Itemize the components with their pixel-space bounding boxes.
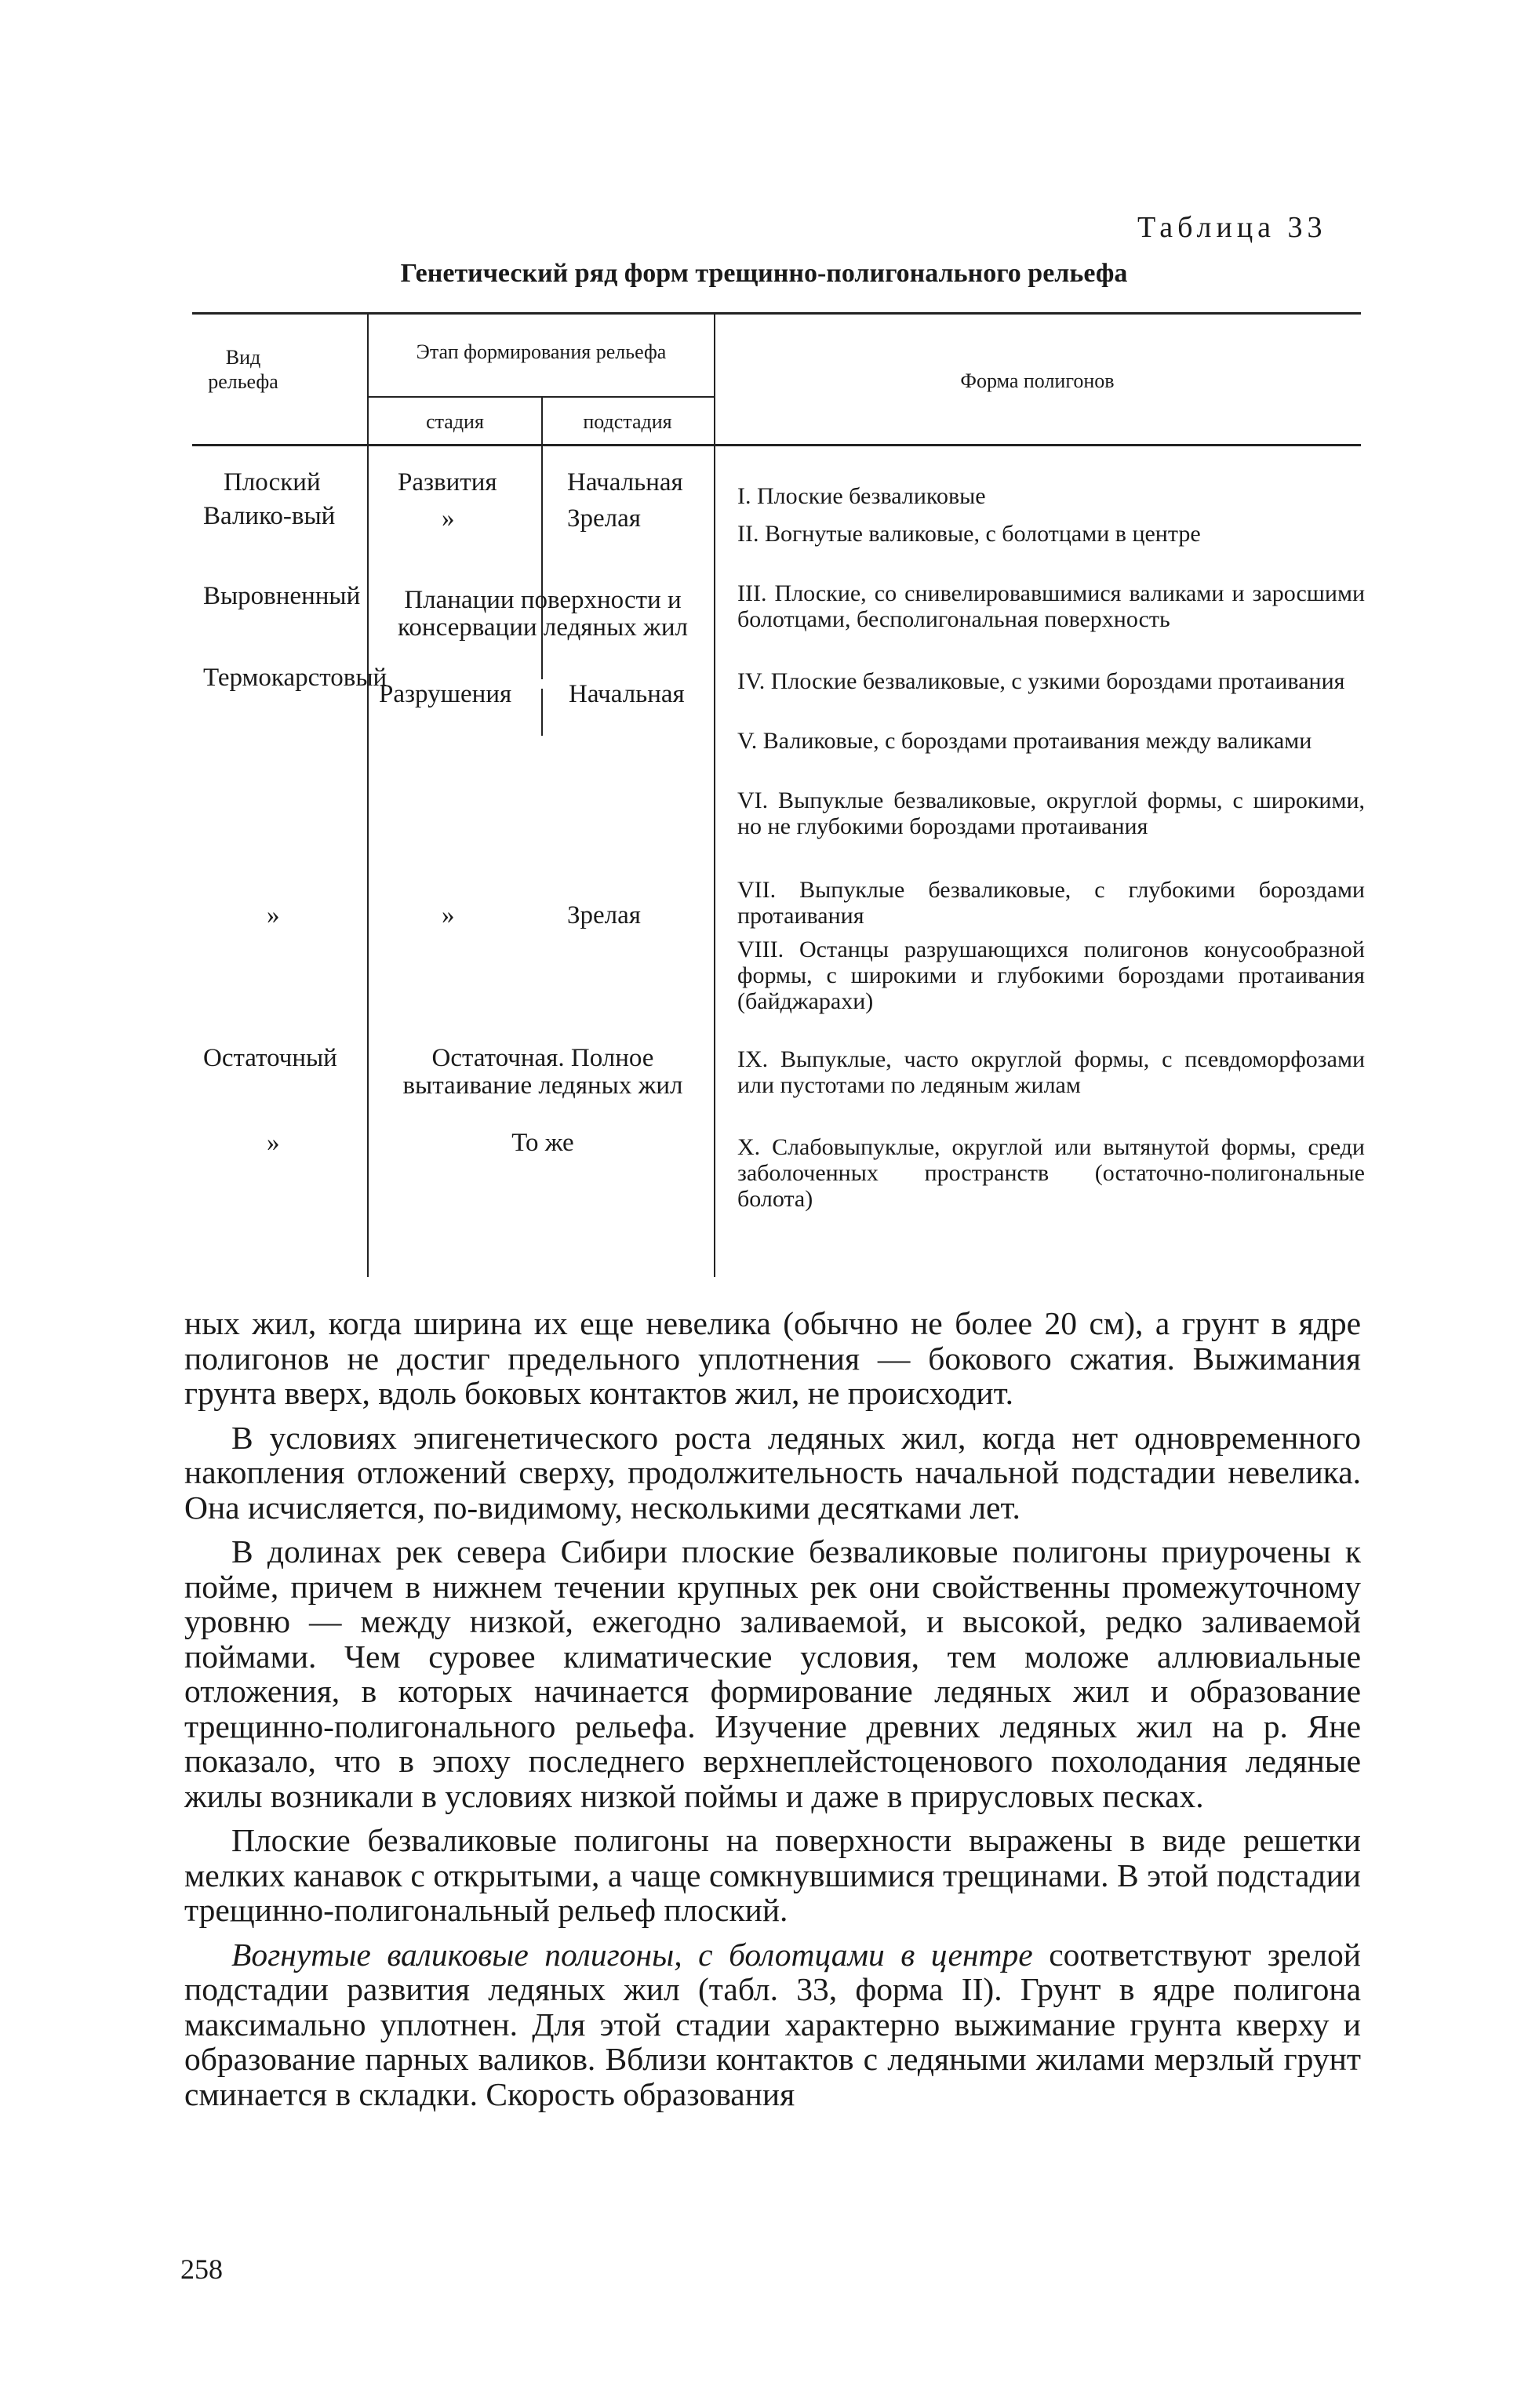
substage-cell: Начальная [569,680,685,708]
stage-cell: » [442,901,455,929]
paragraph: В долинах рек севера Сибири плоские безваликовые полигоны приурочены к пойме, причем в нижнем течении крупных рек они свойственны промежуточному уровню — между низкой, ежегодно заливаемой, и высокой, редко заливаемой поймами. Чем суровее климатические условия, тем моложе аллювиальные отложения, в которых начинается формирование ледяных жил и образование трещинно-полигонального рельефа. Изучение древних ледяных жил на р. Яне показало, что в эпоху последнего верхнеплейстоценового похолодания ледяные жилы возникали в условиях низкой поймы и даже в прирусловых песках. [184,1533,1361,1814]
substage-cell: Зрелая [567,504,641,533]
relief-cell: Остаточный [203,1044,337,1072]
header-stage: стадия [426,410,484,433]
polygon-form-item: VIII. Останцы разрушающихся полигонов конусообразной формы, с широкими и глубокими бороздами протаивания (байджарахи) [737,937,1365,1014]
paragraph: ных жил, когда ширина их еще невелика (обычно не более 20 см), а грунт в ядре полигонов не достиг предельного уплотнения — бокового сжатия. Выжимания грунта вверх, вдоль боковых контактов жил, не происходит. [184,1305,1361,1411]
relief-cell: » [267,901,280,929]
polygon-form-item: V. Валиковые, с бороздами протаивания между валиками [737,728,1312,754]
table-title: Генетический ряд форм трещинно-полигонального рельефа [400,259,1128,288]
relief-cell: Валико-вый [203,502,336,530]
polygon-form-item: IX. Выпуклые, часто округлой формы, с псевдоморфозами или пустотами по ледяным жилам [737,1046,1365,1098]
stage-cell: Остаточная. Полное вытаивание ледяных жил [402,1044,683,1100]
polygon-form-item: VI. Выпуклые безваликовые, округлой формы, с широкими, но не глубокими бороздами протаивания [737,788,1365,839]
relief-cell: Выровненный [203,582,361,610]
polygon-form-item: IV. Плоские безваликовые, с узкими бороздами протаивания [737,668,1345,694]
stage-cell: То же [511,1129,574,1157]
col-rule-2b [541,444,543,679]
stage-cell: Развития [398,468,497,497]
header-relief-type: Вид рельефа [208,346,278,393]
header-formation-stage: Этап формирования рельефа [416,340,667,363]
header-substage: подстадия [583,410,672,433]
polygon-form-item: I. Плоские безваликовые [737,483,986,509]
polygon-form-item: X. Слабовыпуклые, округлой или вытянутой формы, среди заболоченных пространств (остаточно-полигональные болота) [737,1134,1365,1212]
stage-cell: Разрушения [379,680,512,708]
header-polygon-form: Форма полигонов [960,369,1115,392]
col-rule-1 [367,312,369,1277]
col-rule-3 [714,312,715,1277]
table-caption: Таблица 33 [1137,211,1327,244]
italic-term: Вогнутые валиковые полигоны, с болотцами в центре [231,1936,1033,1973]
body-text [184,1306,1361,2121]
paragraph: Плоские безваликовые полигоны на поверхности выражены в виде решетки мелких канавок с открытыми, а чаще сомкнувшимися трещинами. В этой подстадии трещинно-полигональный рельеф плоский. [184,1822,1361,1928]
polygon-form-item: VII. Выпуклые безваликовые, с глубокими бороздами протаивания [737,877,1365,929]
polygon-form-item: II. Вогнутые валиковые, с болотцами в центре [737,521,1201,547]
relief-cell: Плоский [224,468,321,497]
paragraph: Вогнутые валиковые полигоны, с болотцами в центре соответствуют зрелой подстадии развития ледяных жил (табл. 33, форма II). Грунт в ядре полигона максимально уплотнен. Для этой стадии характерно выжимание грунта кверху и образование парных валиков. Вблизи контактов с ледяными жилами мерзлый грунт сминается в складки. Скорость образования [184,1936,1361,2112]
substage-cell: Начальная [567,468,683,497]
relief-cell: Термокарстовый [203,664,387,692]
relief-cell: » [267,1129,280,1157]
paragraph: В условиях эпигенетического роста ледяных жил, когда нет одновременного накопления отложений сверху, продолжительность начальной подстадии невелика. Она исчисляется, по-видимому, несколькими десятками лет. [184,1419,1361,1526]
page-number: 258 [180,2253,223,2285]
genetic-series-table [192,312,1365,1277]
substage-cell: Зрелая [567,901,641,929]
polygon-form-item: III. Плоские, со снивелировавшимися валиками и заросшими болотцами, бесполигональная поверхность [737,580,1365,632]
col-rule-2c [541,689,543,736]
stage-cell: » [442,504,455,533]
stage-cell: Планации поверхности и консервации ледяных жил [398,586,688,642]
